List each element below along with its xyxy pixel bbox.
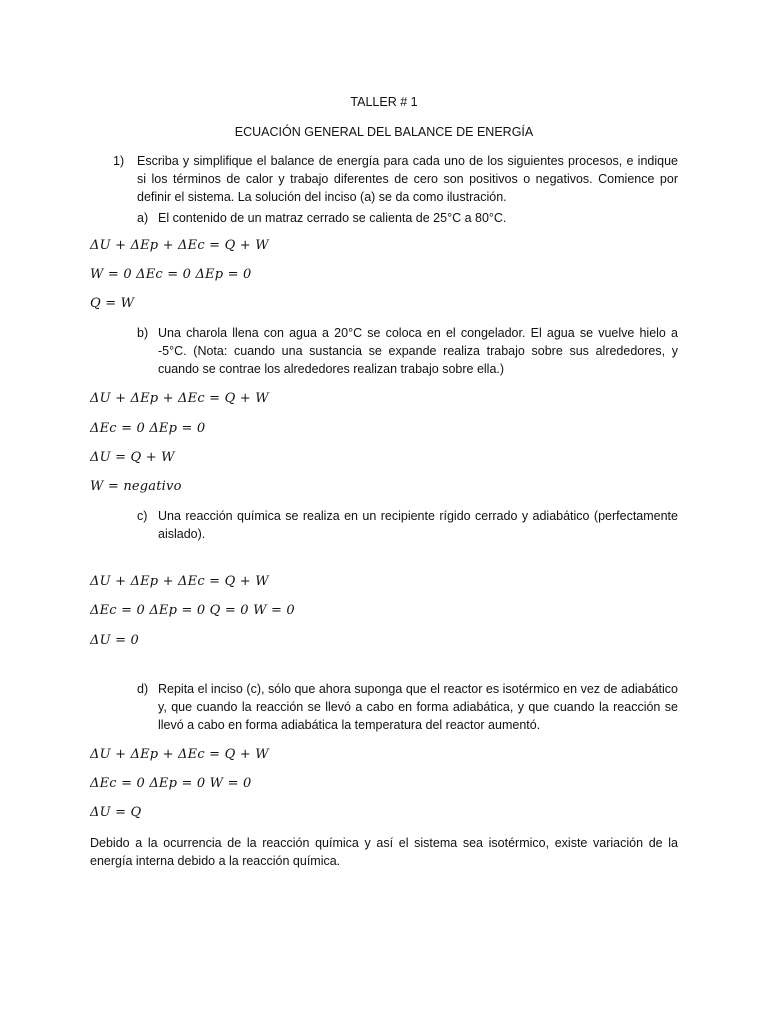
conclusion-paragraph: Debido a la ocurrencia de la reacción química y así el sistema sea isotérmico, existe variación de la energía interna debido a la reacción química. [90,836,678,868]
item-c-marker: c) [137,509,148,523]
equation-d-3: ΔU = Q [90,805,142,820]
item-b-text: Una charola llena con agua a 20°C se coloca en el congelador. El agua se vuelve hielo a -5°C. (Nota: cuando una sustancia se expande realiza trabajo sobre sus alrededores, y cuando se contrae los alrededores realizan trabajo sobre ella.) [158,326,678,376]
item-d-marker: d) [137,682,149,696]
equation-d-1: ΔU + ΔEp + ΔEc = Q + W [90,747,269,762]
equation-c-2: ΔEc = 0 ΔEp = 0 Q = 0 W = 0 [90,603,295,618]
equation-b-3: ΔU = Q + W [90,450,175,465]
item-d-text: Repita el inciso (c), sólo que ahora suponga que el reactor es isotérmico en vez de adiabático y, que cuando la reacción se llevó a cabo en forma adiabática, y que cuando la reacción se llevó a cabo en forma adiabática la temperatura del reactor aumentó. [158,682,678,732]
question-text: Escriba y simplifique el balance de energía para cada uno de los siguientes procesos, e indique si los términos de calor y trabajo diferentes de cero son positivos o negativos. Comience por definir el sistema. La solución del inciso (a) se da como ilustración. [137,154,678,204]
equation-a-1: ΔU + ΔEp + ΔEc = Q + W [90,238,269,253]
equation-b-1: ΔU + ΔEp + ΔEc = Q + W [90,391,269,406]
page-subtitle: ECUACIÓN GENERAL DEL BALANCE DE ENERGÍA [234,125,534,139]
equation-b-2: ΔEc = 0 ΔEp = 0 [90,421,206,436]
equation-b-4: W = negativo [90,479,182,494]
item-a-text: El contenido de un matraz cerrado se calienta de 25°C a 80°C. [158,211,507,225]
page-title: TALLER # 1 [350,95,418,109]
equation-c-3: ΔU = 0 [90,633,139,648]
item-a-marker: a) [137,211,149,225]
item-b-marker: b) [137,326,149,340]
equation-c-1: ΔU + ΔEp + ΔEc = Q + W [90,574,269,589]
equation-a-2: W = 0 ΔEc = 0 ΔEp = 0 [90,267,252,282]
equation-a-3: Q = W [90,296,135,311]
item-c-text: Una reacción química se realiza en un recipiente rígido cerrado y adiabático (perfectamente aislado). [158,509,678,541]
question-number: 1) [113,154,125,168]
equation-d-2: ΔEc = 0 ΔEp = 0 W = 0 [90,776,252,791]
